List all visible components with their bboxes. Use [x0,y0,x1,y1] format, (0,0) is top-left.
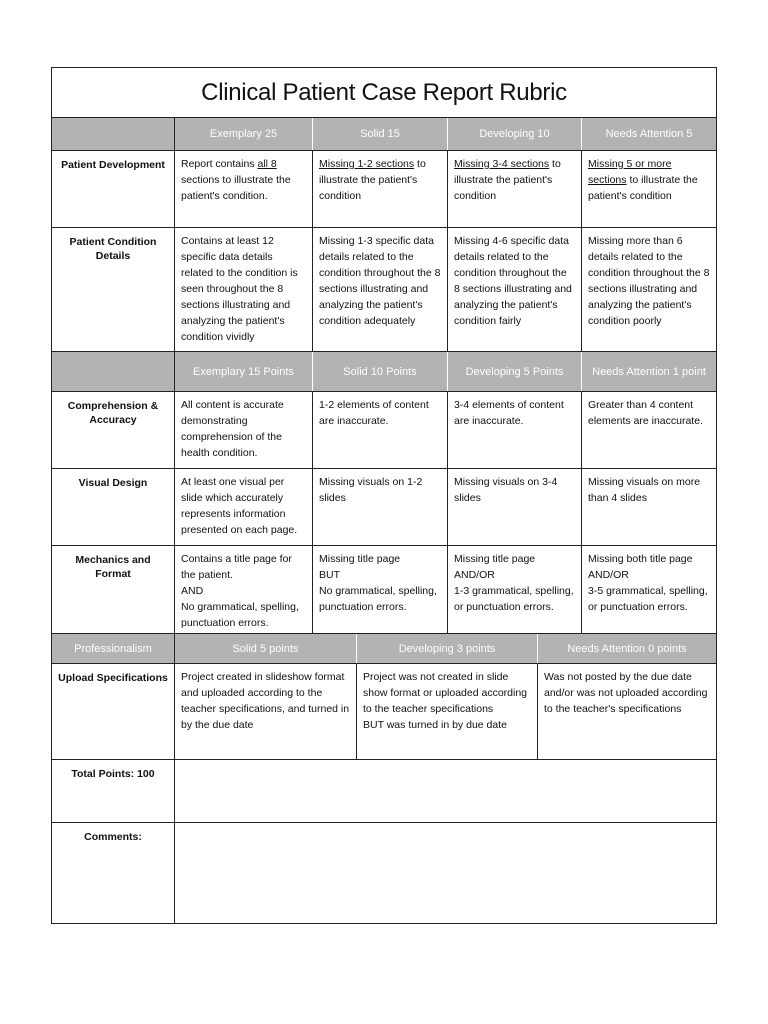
table-row [52,469,716,546]
criteria-cell: At least one visual per slide which accurately represents information presented on each page. [175,469,313,545]
criteria-cell: Project was not created in slide show format or uploaded according to the teacher specifications BUT was turned in by due date [357,664,538,759]
header-row-3 [52,634,716,664]
criteria-cell: Missing 1-2 sections to illustrate the patient's condition [313,151,448,227]
header-cell: Solid 5 points [175,634,357,663]
criteria-cell: 1-2 elements of content are inaccurate. [313,392,448,468]
criteria-cell: Missing 4-6 specific data details related to the condition throughout the 8 sections illustrating and analyzing the patient's condition fairly [448,228,582,351]
table-row [52,664,716,760]
criteria-cell: Was not posted by the due date and/or was not uploaded according to the teacher's specifications [544,671,708,715]
comments-row [52,823,716,923]
row-label: Visual Design [52,469,175,545]
header-cell: Developing 5 Points [448,352,582,391]
criteria-cell: Project created in slideshow format and uploaded according to the teacher specifications, and turned in by the due date [175,664,357,759]
comments-field[interactable] [175,823,716,923]
total-points-field[interactable] [175,760,716,822]
criteria-cell: Missing title page BUT No grammatical, spelling, punctuation errors. [313,546,448,633]
header-cell: Solid 10 Points [313,352,448,391]
criteria-cell: Missing more than 6 details related to the condition throughout the 8 sections illustrating and analyzing the patient's condition poorly [588,235,710,327]
header-row-1 [52,118,716,151]
row-label: Upload Specifications [52,664,175,759]
header-cell: Exemplary 15 Points [175,352,313,391]
table-row [52,392,716,469]
header-cell: Professionalism [52,634,175,663]
criteria-cell: Missing 1-3 specific data details related to the condition throughout the 8 sections illustrating and analyzing the patient's condition adequately [313,228,448,351]
total-points-row [52,760,716,823]
header-cell [52,352,175,391]
row-label: Patient Condition Details [52,228,175,351]
header-cell: Developing 3 points [357,634,538,663]
header-cell: Needs Attention 0 points [567,642,687,655]
header-cell: Needs Attention 1 point [592,365,706,378]
header-cell: Needs Attention 5 [605,128,693,140]
criteria-cell: Contains at least 12 specific data details related to the condition is seen throughout the 8 sections illustrating and analyzing the patient's condition vividly [175,228,313,351]
criteria-cell: Missing both title page AND/OR 3-5 grammatical, spelling, or punctuation errors. [588,553,708,613]
row-label: Mechanics and Format [52,546,175,633]
criteria-cell: Missing visuals on 1-2 slides [313,469,448,545]
criteria-cell: Missing 5 or more sections to illustrate the patient's condition [588,158,698,202]
header-cell: Developing 10 [448,118,582,150]
page-title: Clinical Patient Case Report Rubric [52,68,716,118]
header-row-2 [52,352,716,392]
criteria-cell: Greater than 4 content elements are inaccurate. [588,399,703,427]
criteria-cell: Missing 3-4 sections to illustrate the patient's condition [448,151,582,227]
criteria-cell: Missing visuals on 3-4 slides [448,469,582,545]
comments-label: Comments: [52,823,175,923]
table-row [52,151,716,228]
criteria-cell: 3-4 elements of content are inaccurate. [448,392,582,468]
criteria-cell: All content is accurate demonstrating comprehension of the health condition. [175,392,313,468]
row-label: Comprehension & Accuracy [52,392,175,468]
row-label: Patient Development [52,151,175,227]
header-cell: Solid 15 [313,118,448,150]
table-row [52,228,716,352]
criteria-cell: Missing visuals on more than 4 slides [588,476,701,504]
header-cell [52,118,175,150]
table-row [52,546,716,634]
criteria-cell: Report contains all 8 sections to illustrate the patient's condition. [175,151,313,227]
criteria-cell: Missing title page AND/OR 1-3 grammatical, spelling, or punctuation errors. [448,546,582,633]
header-cell: Exemplary 25 [175,118,313,150]
total-points-label: Total Points: 100 [52,760,175,822]
criteria-cell: Contains a title page for the patient. AND No grammatical, spelling, punctuation errors. [175,546,313,633]
rubric-table [51,67,717,924]
